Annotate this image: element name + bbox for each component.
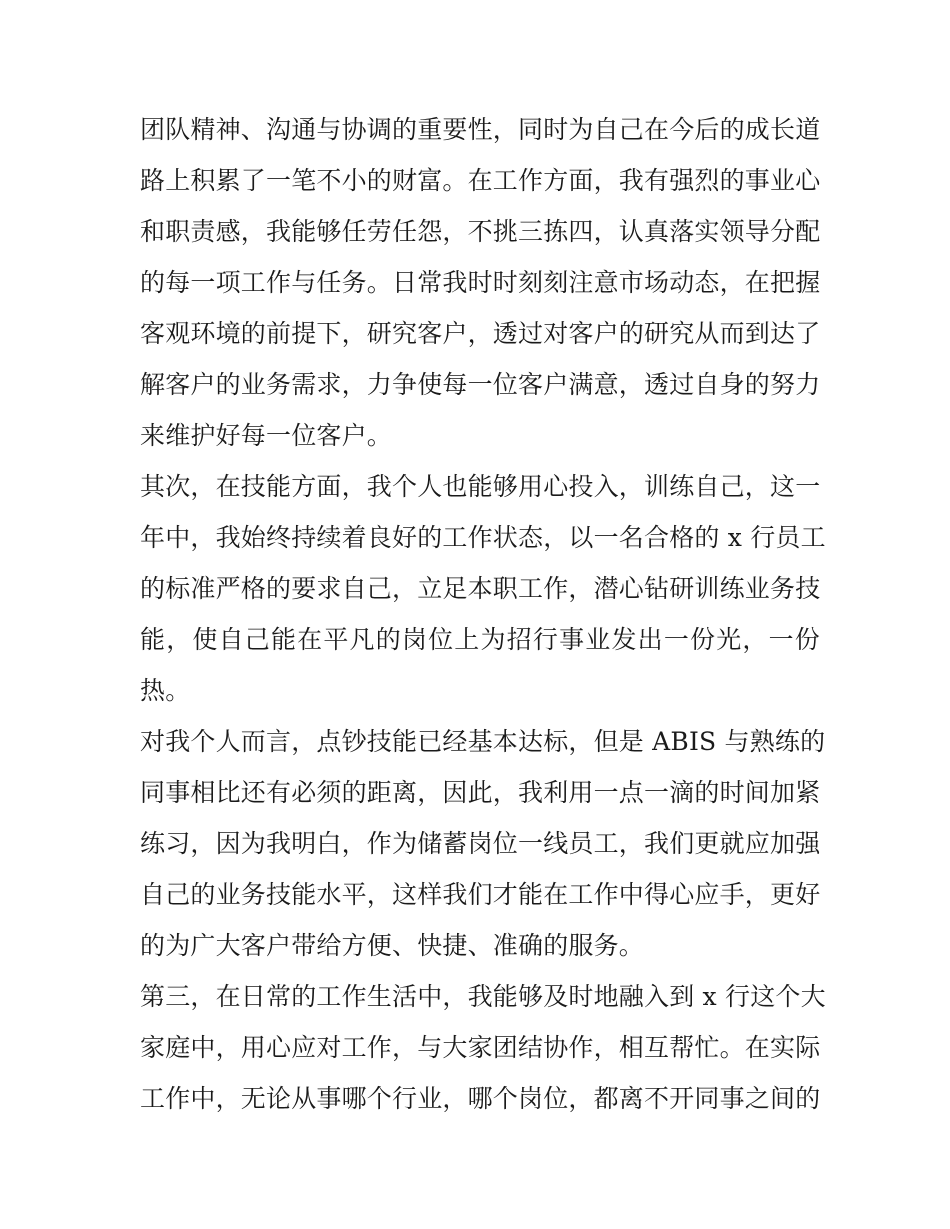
text-line: 的每一项工作与任务。日常我时时刻刻注意市场动态，在把握 <box>140 268 821 297</box>
text-line: 练习，因为我明白，作为储蓄岗位一线员工，我们更就应加强 <box>140 829 821 858</box>
paragraph-3 <box>140 716 826 971</box>
text-line: 年中，我始终持续着良好的工作状态，以一名合格的 x 行员工 <box>140 523 826 552</box>
paragraph-4 <box>140 971 826 1124</box>
text-line: 的为广大客户带给方便、快捷、准确的服务。 <box>140 931 645 960</box>
document-body <box>140 104 826 1124</box>
paragraph-2 <box>140 461 826 716</box>
text-line: 自己的业务技能水平，这样我们才能在工作中得心应手，更好 <box>140 880 821 909</box>
text-line: 家庭中，用心应对工作，与大家团结协作，相互帮忙。在实际 <box>140 1033 821 1062</box>
paragraph-1 <box>140 104 820 461</box>
text-line: 团队精神、沟通与协调的重要性，同时为自己在今后的成长道 <box>140 115 821 144</box>
text-line: 工作中，无论从事哪个行业，哪个岗位，都离不开同事之间的 <box>140 1084 821 1113</box>
text-line: 能，使自己能在平凡的岗位上为招行事业发出一份光，一份 <box>140 625 820 654</box>
text-line: 的标准严格的要求自己，立足本职工作，潜心钻研训练业务技 <box>140 574 821 603</box>
text-line: 对我个人而言，点钞技能已经基本达标，但是 ABIS 与熟练的 <box>140 727 826 756</box>
text-line: 解客户的业务需求，力争使每一位客户满意，透过自身的努力 <box>140 370 821 399</box>
text-line: 同事相比还有必须的距离，因此，我利用一点一滴的时间加紧 <box>140 778 821 807</box>
text-line: 其次，在技能方面，我个人也能够用心投入，训练自己，这一 <box>140 472 821 501</box>
text-line: 和职责感，我能够任劳任怨，不挑三拣四，认真落实领导分配 <box>140 217 821 246</box>
text-line: 热。 <box>140 676 191 705</box>
text-line: 客观环境的前提下，研究客户，透过对客户的研究从而到达了 <box>140 319 821 348</box>
text-line: 第三，在日常的工作生活中，我能够及时地融入到 x 行这个大 <box>140 982 826 1011</box>
text-line: 来维护好每一位客户。 <box>140 421 393 450</box>
text-line: 路上积累了一笔不小的财富。在工作方面，我有强烈的事业心 <box>140 166 821 195</box>
